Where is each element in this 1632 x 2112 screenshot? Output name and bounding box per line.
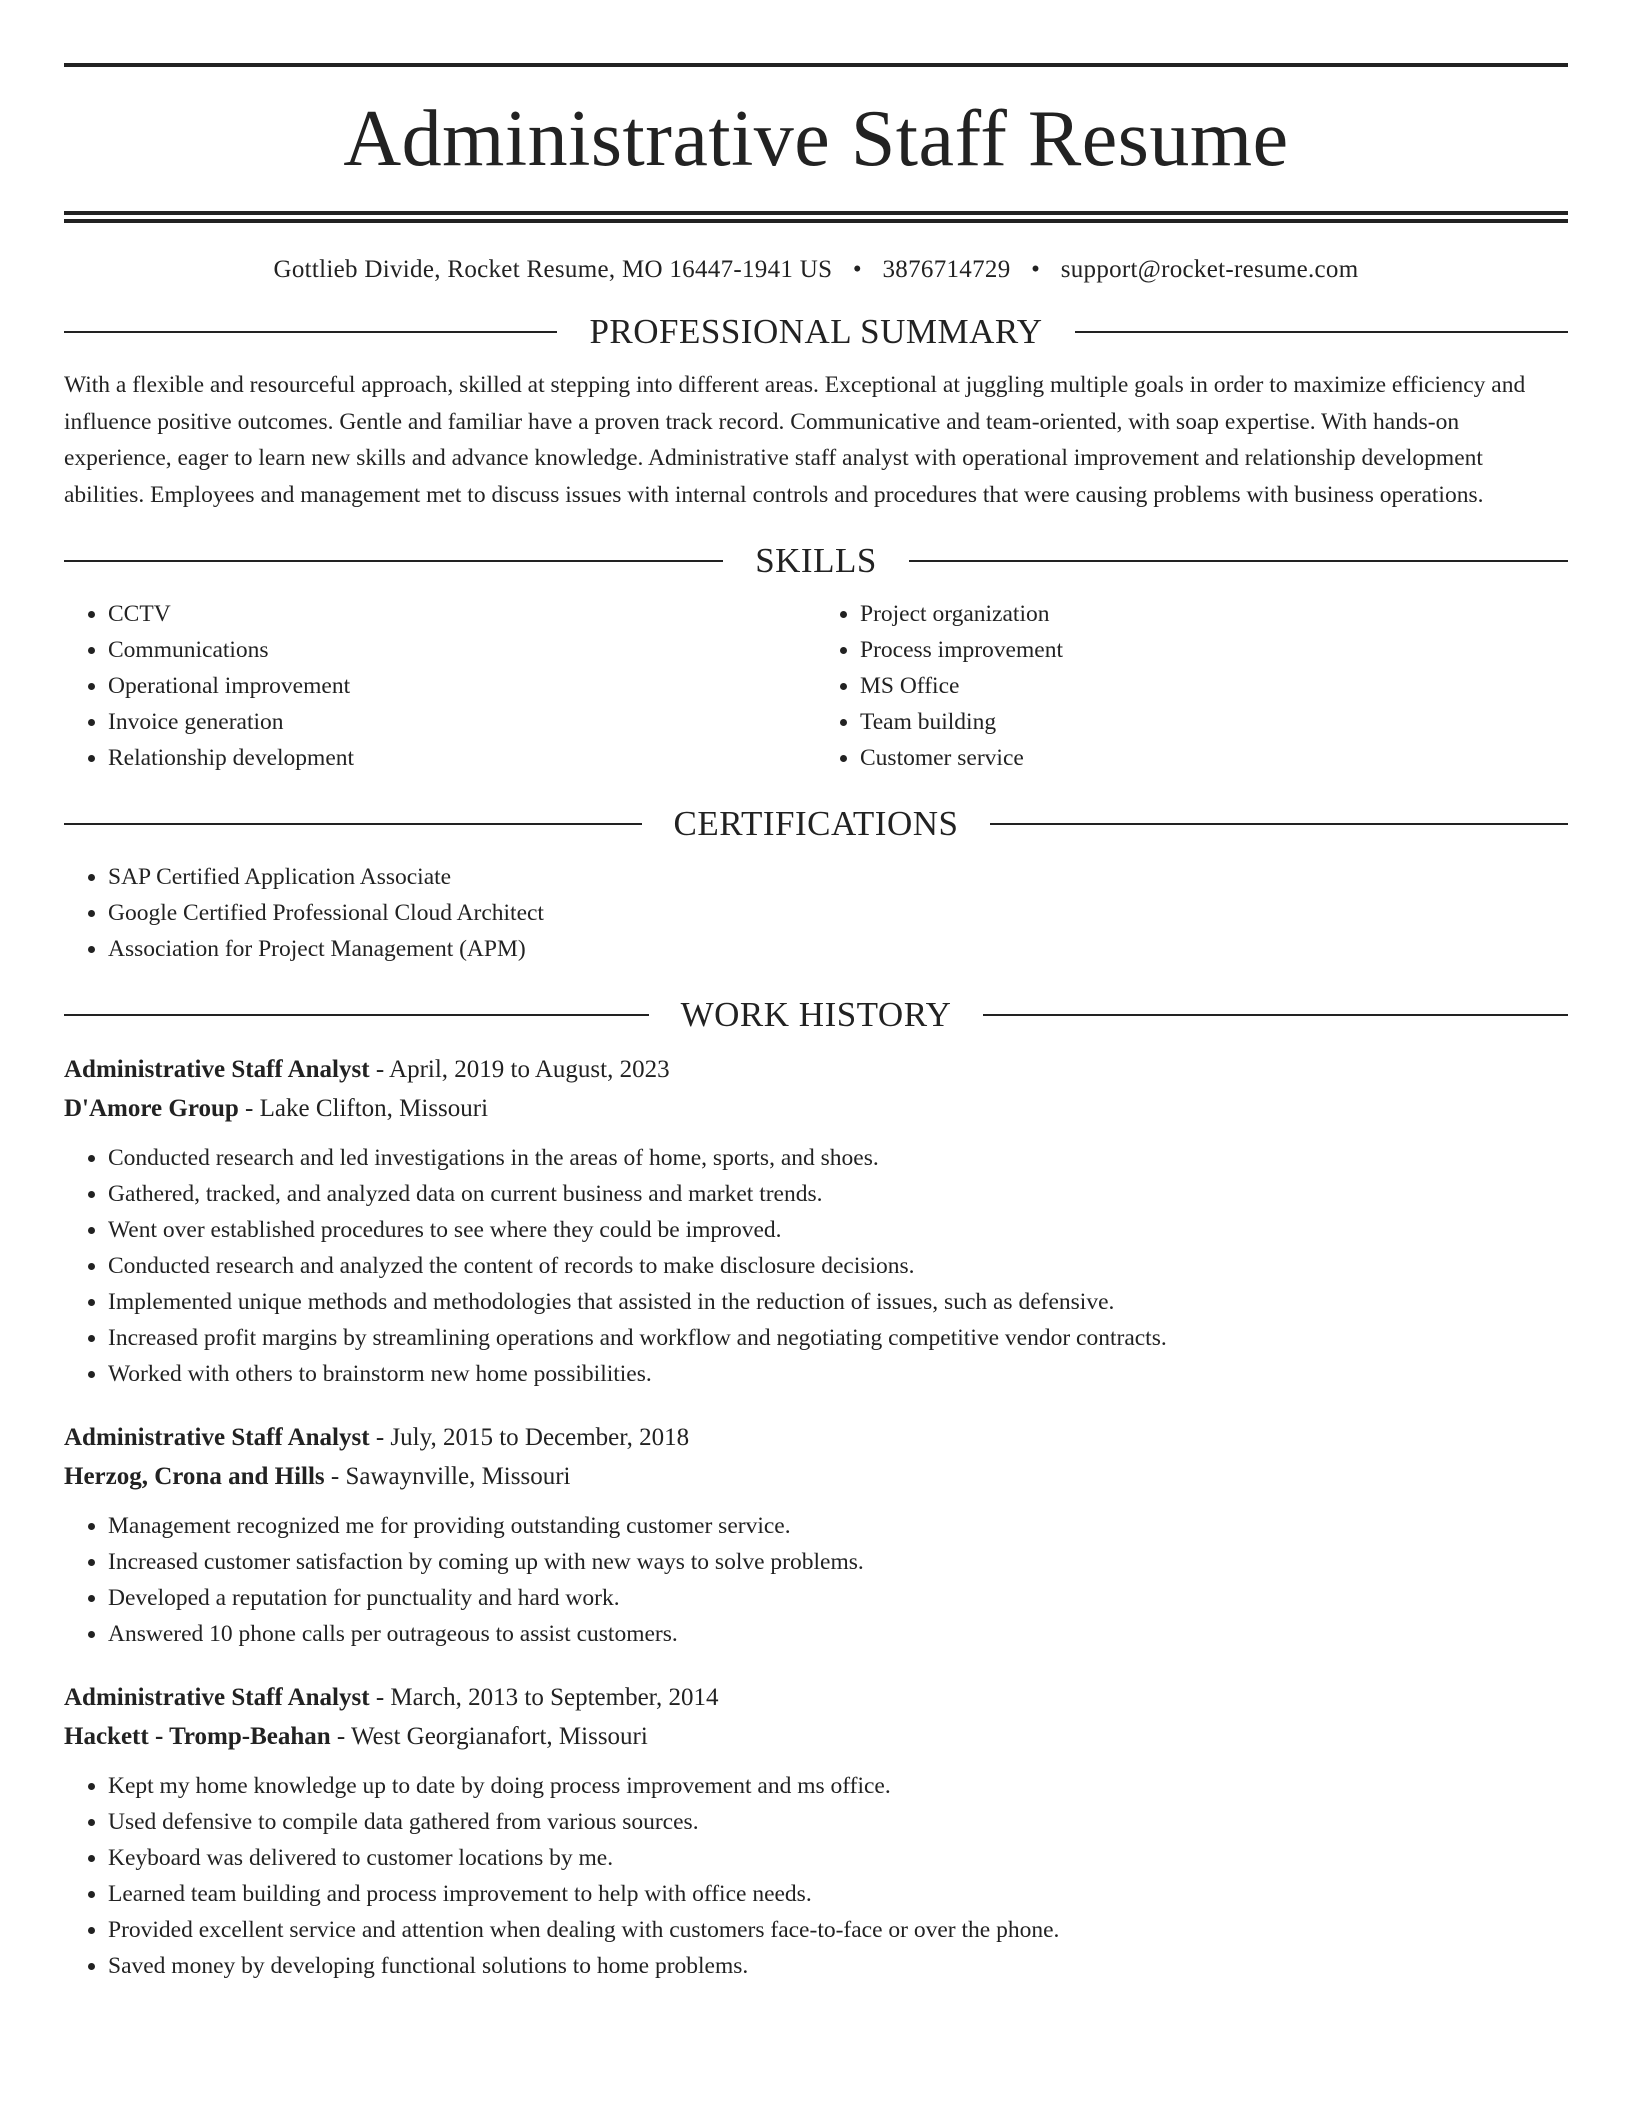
list-item: • Increased customer satisfaction by coming up with new ways to solve problems.: [108, 1544, 1568, 1580]
job-company: Hackett - Tromp-Beahan: [64, 1723, 331, 1750]
list-item: • Conducted research and analyzed the content of records to make disclosure decisions.: [108, 1248, 1568, 1284]
list-item: • Saved money by developing functional solutions to home problems.: [108, 1948, 1568, 1984]
list-item: • Implemented unique methods and methodologies that assisted in the reduction of issues, such as defensive.: [108, 1284, 1568, 1320]
job-title-line: [64, 1678, 1568, 1717]
list-item: • Gathered, tracked, and analyzed data on current business and market trends.: [108, 1176, 1568, 1212]
skills-list-right: [816, 596, 1568, 776]
list-item: • Answered 10 phone calls per outrageous to assist customers.: [108, 1616, 1568, 1652]
list-item: • Used defensive to compile data gathered from various sources.: [108, 1804, 1568, 1840]
skills-grid: [64, 596, 1568, 776]
job-title: Administrative Staff Analyst: [64, 1684, 370, 1711]
list-item: • Keyboard was delivered to customer locations by me.: [108, 1840, 1568, 1876]
job-dates: - March, 2013 to September, 2014: [369, 1684, 719, 1711]
section-title: PROFESSIONAL SUMMARY: [589, 312, 1043, 351]
summary-text: With a flexible and resourceful approach, skilled at stepping into different areas. Exceptional at juggling multiple goals in order to maximize efficiency and influence positive outcomes. Gentle and familiar have a proven track record. Communicative and team-oriented, with soap expertise. With hands-on experience, eager to learn new skills and advance knowledge. Administrative staff analyst with operational improvement and relationship development abilities. Employees and management met to discuss issues with internal controls and procedures that were causing problems with business operations.: [64, 372, 1526, 508]
job-title: Administrative Staff Analyst: [64, 1424, 370, 1451]
divider: [990, 823, 1568, 825]
list-item: • Developed a reputation for punctuality and hard work.: [108, 1580, 1568, 1616]
list-item: • Kept my home knowledge up to date by doing process improvement and ms office.: [108, 1768, 1568, 1804]
job-company-line: [64, 1089, 1568, 1128]
list-item: • Customer service: [860, 740, 1568, 776]
job-entry: [64, 1050, 1568, 1392]
list-item: • Learned team building and process improvement to help with office needs.: [108, 1876, 1568, 1912]
certifications-list: [64, 859, 1568, 967]
list-item: • CCTV: [108, 596, 816, 632]
job-location: - Sawaynville, Missouri: [324, 1463, 571, 1490]
divider: [1075, 331, 1568, 333]
job-bullets: [64, 1140, 1568, 1392]
list-item: • Process improvement: [860, 632, 1568, 668]
job-dates: - April, 2019 to August, 2023: [369, 1056, 670, 1083]
divider: [64, 331, 557, 333]
list-item: • MS Office: [860, 668, 1568, 704]
contact-email: support@rocket-resume.com: [1060, 256, 1359, 283]
title-double-rule: [64, 211, 1568, 223]
divider: [909, 560, 1568, 562]
contact-separator: •: [1031, 256, 1041, 283]
job-bullets: [64, 1508, 1568, 1652]
divider: [64, 560, 723, 562]
list-item: • Google Certified Professional Cloud Architect: [108, 895, 1568, 931]
list-item: • Project organization: [860, 596, 1568, 632]
section-header-work-history: [64, 997, 1568, 1032]
section-header-summary: [64, 314, 1568, 349]
job-company-line: [64, 1457, 1568, 1496]
job-bullets: [64, 1768, 1568, 1984]
list-item: • Worked with others to brainstorm new home possibilities.: [108, 1356, 1568, 1392]
job-title-line: [64, 1050, 1568, 1089]
contact-address: Gottlieb Divide, Rocket Resume, MO 16447-1941 US: [273, 256, 833, 283]
job-company: D'Amore Group: [64, 1095, 239, 1122]
job-location: - Lake Clifton, Missouri: [238, 1095, 489, 1122]
list-item: • Invoice generation: [108, 704, 816, 740]
section-header-certifications: [64, 806, 1568, 841]
skills-list-left: [64, 596, 816, 776]
contact-line: [64, 256, 1568, 284]
list-item: • Team building: [860, 704, 1568, 740]
list-item: • Communications: [108, 632, 816, 668]
section-header-skills: [64, 543, 1568, 578]
list-item: • Operational improvement: [108, 668, 816, 704]
job-entry: [64, 1418, 1568, 1652]
divider: [64, 823, 642, 825]
job-title-line: [64, 1418, 1568, 1457]
job-dates: - July, 2015 to December, 2018: [369, 1424, 690, 1451]
list-item: • Association for Project Management (APM): [108, 931, 1568, 967]
section-title: WORK HISTORY: [680, 995, 952, 1034]
work-history-list: [64, 1050, 1568, 1984]
top-rule: [64, 63, 1568, 67]
list-item: • Relationship development: [108, 740, 816, 776]
job-company-line: [64, 1717, 1568, 1756]
job-title: Administrative Staff Analyst: [64, 1056, 370, 1083]
resume-page: [64, 0, 1568, 1984]
list-item: • Management recognized me for providing outstanding customer service.: [108, 1508, 1568, 1544]
list-item: • Increased profit margins by streamlining operations and workflow and negotiating competitive vendor contracts.: [108, 1320, 1568, 1356]
job-entry: [64, 1678, 1568, 1984]
contact-phone: 3876714729: [882, 256, 1011, 283]
page-title: Administrative Staff Resume: [343, 95, 1289, 183]
section-title: CERTIFICATIONS: [673, 804, 959, 843]
divider: [983, 1014, 1568, 1016]
list-item: • SAP Certified Application Associate: [108, 859, 1568, 895]
section-title: SKILLS: [755, 541, 877, 580]
list-item: • Went over established procedures to see where they could be improved.: [108, 1212, 1568, 1248]
list-item: • Conducted research and led investigations in the areas of home, sports, and shoes.: [108, 1140, 1568, 1176]
list-item: • Provided excellent service and attention when dealing with customers face-to-face or over the phone.: [108, 1912, 1568, 1948]
divider: [64, 1014, 649, 1016]
contact-separator: •: [852, 256, 862, 283]
job-company: Herzog, Crona and Hills: [64, 1463, 325, 1490]
job-location: - West Georgianafort, Missouri: [330, 1723, 648, 1750]
